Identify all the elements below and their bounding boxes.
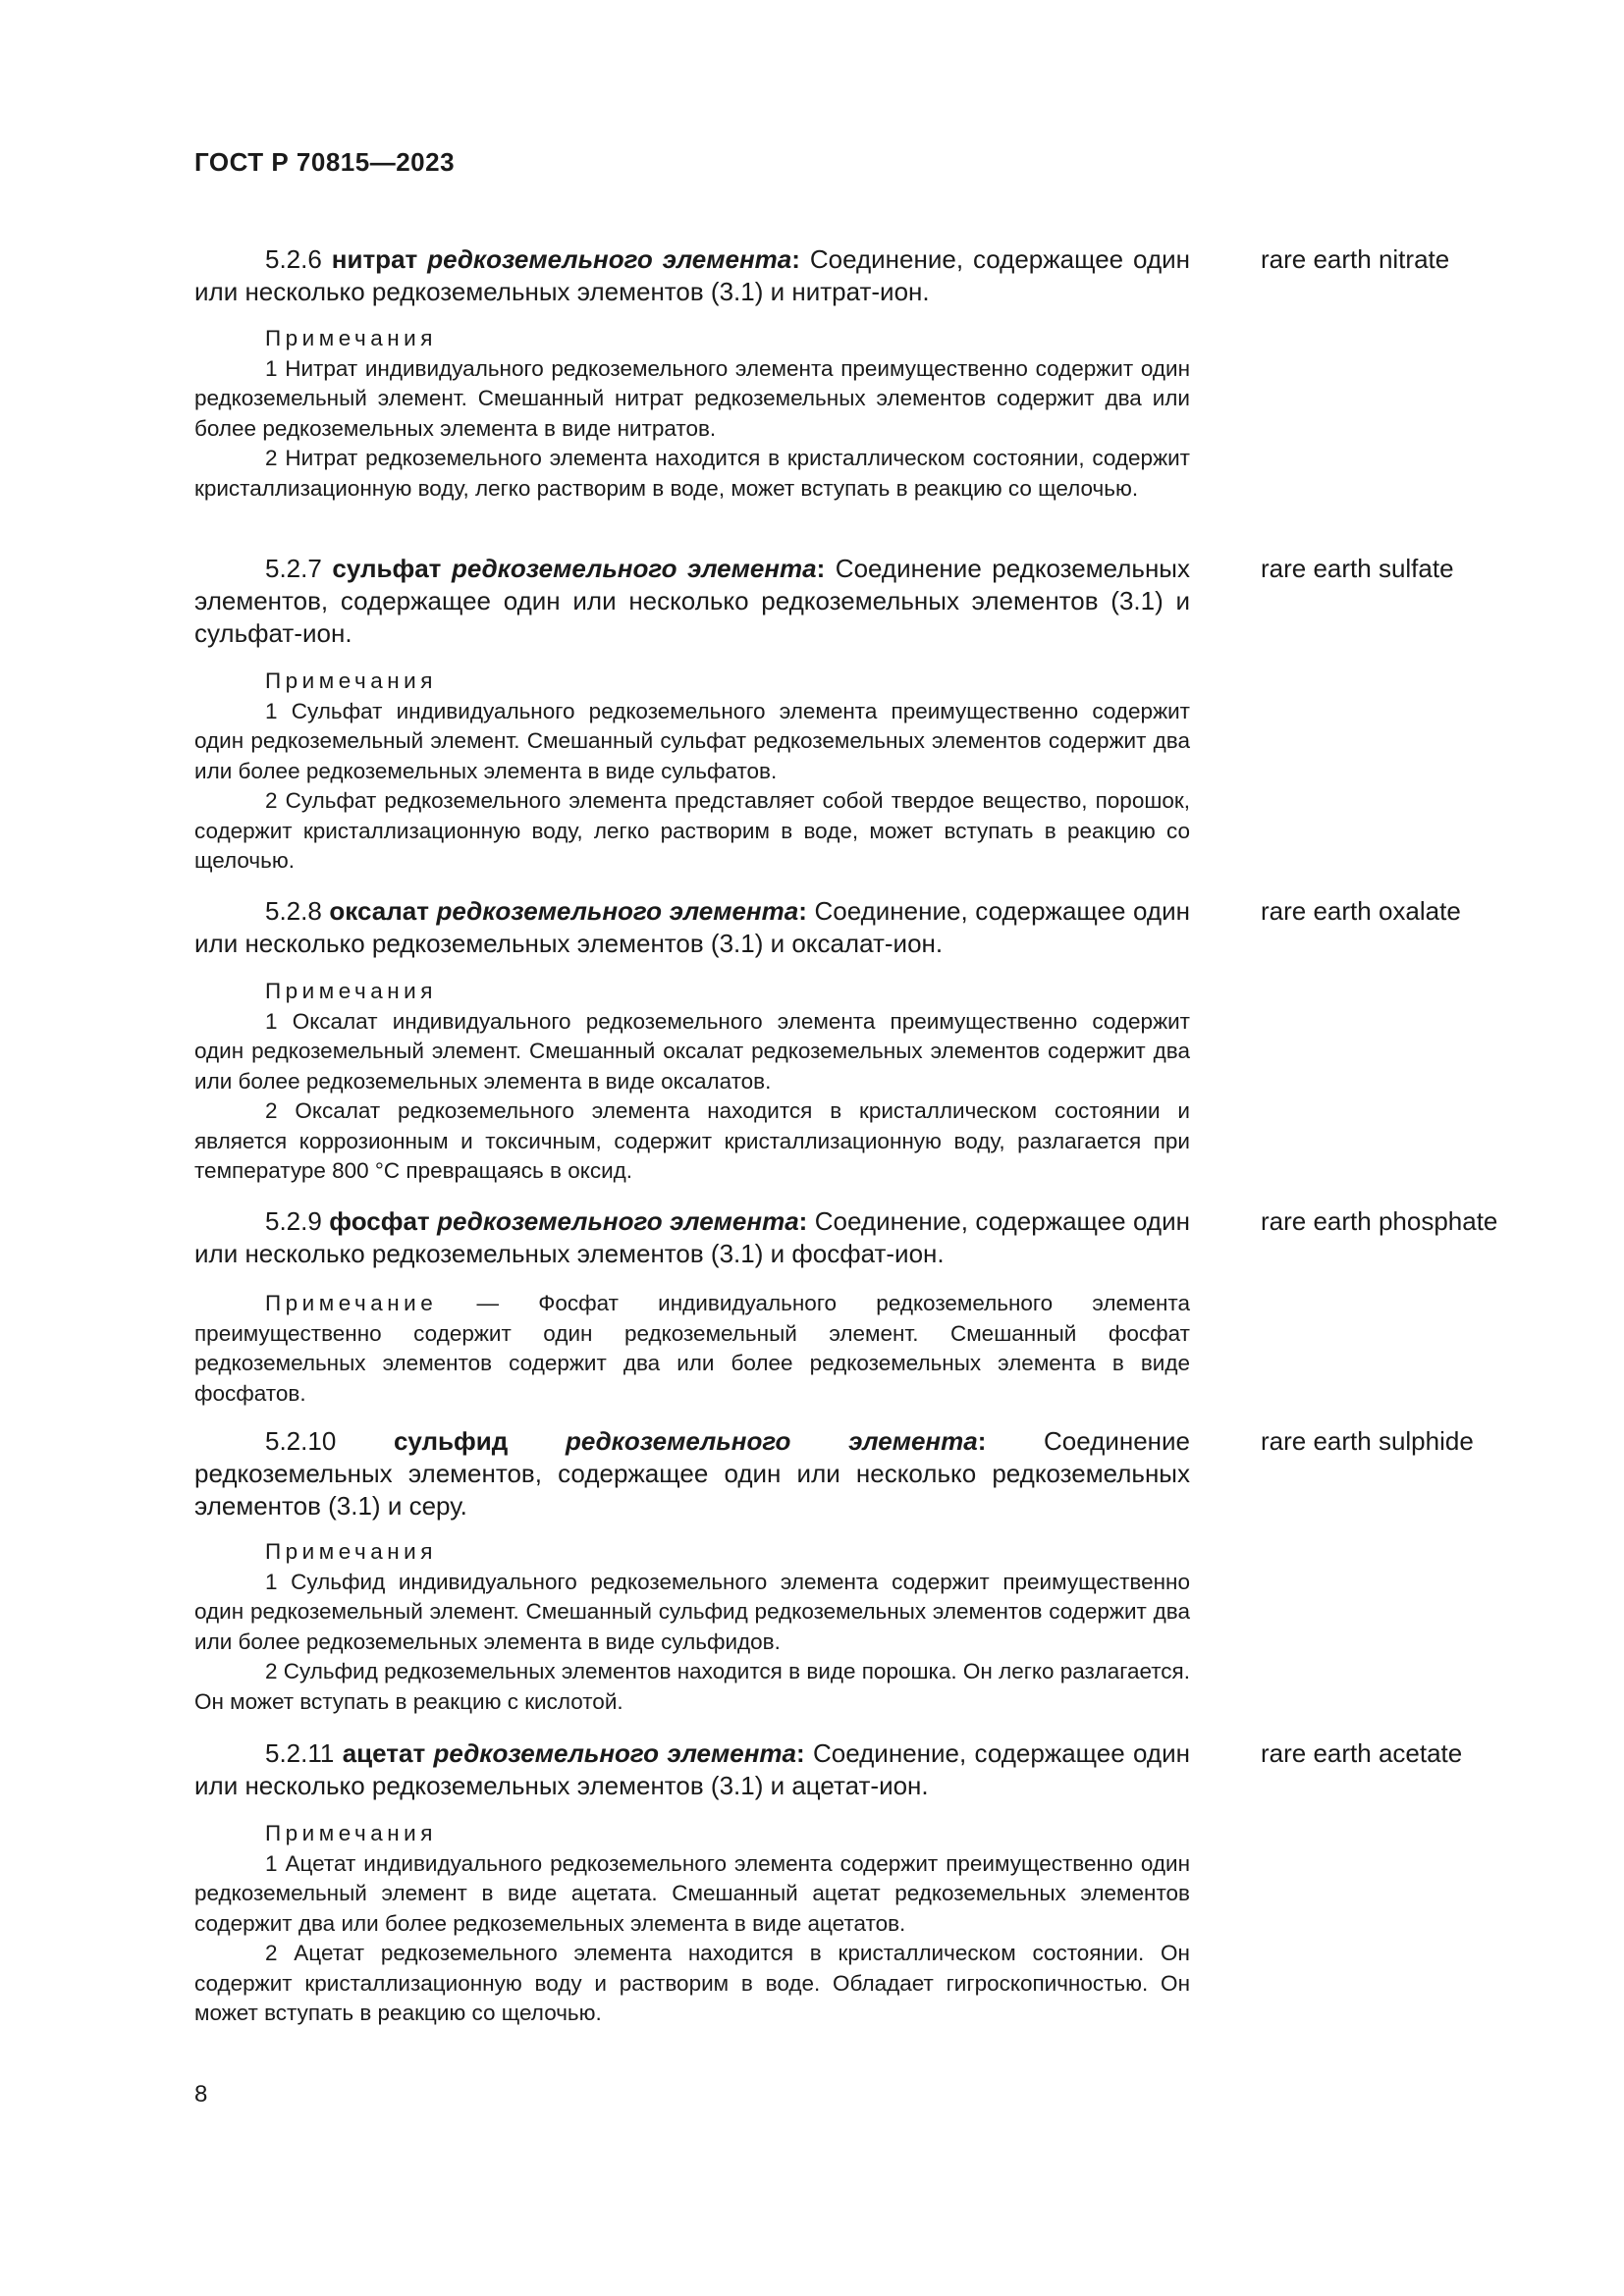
term-text: Соединение редкоземельных элементов, содержащее один или несколько редкоземельных элементов (3.1) и серу.	[194, 1426, 1190, 1521]
term-english-5-2-6: rare earth nitrate	[1261, 244, 1450, 274]
term-english-5-2-8: rare earth oxalate	[1261, 896, 1461, 926]
term-bold: оксалат	[329, 896, 429, 926]
term-text: Соединение, содержащее один или несколько редкоземельных элементов (3.1) и ацетат-ион.	[194, 1738, 1190, 1800]
term-number: 5.2.10	[265, 1426, 337, 1456]
term-colon: :	[791, 244, 800, 274]
note-2: 2 Сульфид редкоземельных элементов находится в виде порошка. Он легко разлагается. Он может вступать в реакцию с кислотой.	[194, 1659, 1190, 1714]
note-2: 2 Нитрат редкоземельного элемента находится в кристаллическом состоянии, содержит кристаллизационную воду, легко растворим в воде, может вступать в реакцию со щелочью.	[194, 446, 1190, 501]
note-label: Примечание	[265, 1291, 438, 1315]
note-1: 1 Нитрат индивидуального редкоземельного элемента преимущественно содержит один редкоземельный элемент. Смешанный нитрат редкоземельных элементов содержит два или более редкоземельных элемента в виде нитратов.	[194, 355, 1190, 441]
term-italic: редкоземельного элемента	[437, 1206, 799, 1236]
notes-heading: Примечания	[265, 668, 437, 693]
term-definition-5-2-10	[194, 1425, 1190, 1522]
note-1: 1 Ацетат индивидуального редкоземельного элемента содержит преимущественно один редкоземельный элемент в виде ацетата. Смешанный ацетат редкоземельных элементов содержит два или более редкоземельных элемента в виде ацетатов.	[194, 1850, 1190, 1936]
term-bold: фосфат	[329, 1206, 430, 1236]
notes-heading: Примечания	[265, 979, 437, 1003]
term-bold: сульфат	[332, 554, 442, 583]
term-number: 5.2.9	[265, 1206, 322, 1236]
note-text: — Фосфат индивидуального редкоземельного элемента преимущественно содержит один редкоземельный элемент. Смешанный фосфат редкоземельных элементов содержит два или более редкоземельных элемента в виде фосфатов.	[194, 1291, 1190, 1406]
notes-heading: Примечания	[265, 1539, 437, 1564]
term-italic: редкоземельного элемента	[451, 554, 817, 583]
term-colon: :	[977, 1426, 987, 1456]
term-italic: редкоземельного элемента	[433, 1738, 796, 1768]
term-definition-5-2-7	[194, 553, 1190, 650]
note-2: 2 Сульфат редкоземельного элемента представляет собой твердое вещество, порошок, содержит кристаллизационную воду, легко растворим в воде, может вступать в реакцию со щелочью.	[194, 788, 1190, 873]
term-italic: редкоземельного элемента	[565, 1426, 978, 1456]
notes-5-2-10	[194, 1537, 1190, 1717]
note-1: 1 Сульфат индивидуального редкоземельного элемента преимущественно содержит один редкоземельный элемент. Смешанный сульфат редкоземельных элементов содержит два или более редкоземельных элемента в виде сульфатов.	[194, 698, 1190, 783]
single-note	[194, 1289, 1190, 1409]
notes-5-2-8	[194, 977, 1190, 1187]
notes-heading: Примечания	[265, 1821, 437, 1845]
term-number: 5.2.11	[265, 1738, 335, 1768]
term-italic: редкоземельного элемента	[436, 896, 799, 926]
term-definition-5-2-8	[194, 895, 1190, 960]
notes-5-2-7	[194, 667, 1190, 877]
term-number: 5.2.7	[265, 554, 322, 583]
term-number: 5.2.8	[265, 896, 322, 926]
term-text: Соединение, содержащее один или несколько редкоземельных элементов (3.1) и фосфат-ион.	[194, 1206, 1190, 1268]
term-english-5-2-7: rare earth sulfate	[1261, 554, 1454, 583]
note-1: 1 Сульфид индивидуального редкоземельного элемента содержит преимущественно один редкоземельный элемент. Смешанный сульфид редкоземельных элементов содержит два или более редкоземельных элемента в виде сульфидов.	[194, 1569, 1190, 1654]
notes-heading: Примечания	[265, 326, 437, 350]
notes-5-2-6	[194, 324, 1190, 504]
term-number: 5.2.6	[265, 244, 322, 274]
note-1: 1 Оксалат индивидуального редкоземельного элемента преимущественно содержит один редкоземельный элемент. Смешанный оксалат редкоземельных элементов содержит два или более редкоземельных элемента в виде оксалатов.	[194, 1008, 1190, 1094]
term-english-5-2-11: rare earth acetate	[1261, 1738, 1463, 1768]
term-colon: :	[798, 896, 807, 926]
term-definition-5-2-9	[194, 1205, 1190, 1270]
term-colon: :	[816, 554, 826, 583]
term-colon: :	[796, 1738, 805, 1768]
term-colon: :	[798, 1206, 808, 1236]
notes-5-2-11	[194, 1819, 1190, 2029]
term-english-5-2-9: rare earth phosphate	[1261, 1206, 1498, 1236]
term-definition-5-2-11	[194, 1737, 1190, 1802]
note-2: 2 Оксалат редкоземельного элемента находится в кристаллическом состоянии и является коррозионным и токсичным, содержит кристаллизационную воду, разлагается при температуре 800 °С превращаясь в оксид.	[194, 1098, 1190, 1183]
term-definition-5-2-6	[194, 243, 1190, 308]
term-english-5-2-10: rare earth sulphide	[1261, 1426, 1474, 1456]
term-text: Соединение, содержащее один или несколько редкоземельных элементов (3.1) и оксалат-ион.	[194, 896, 1190, 958]
document-header: ГОСТ Р 70815—2023	[194, 147, 456, 177]
notes-5-2-9	[194, 1289, 1190, 1409]
term-bold: нитрат	[331, 244, 418, 274]
term-italic: редкоземельного элемента	[427, 244, 792, 274]
term-text: Соединение редкоземельных элементов, содержащее один или несколько редкоземельных элементов (3.1) и сульфат-ион.	[194, 554, 1190, 648]
note-2: 2 Ацетат редкоземельного элемента находится в кристаллическом состоянии. Он содержит кристаллизационную воду и растворим в воде. Обладает гигроскопичностью. Он может вступать в реакцию со щелочью.	[194, 1941, 1190, 2025]
page-number: 8	[194, 2081, 208, 2108]
term-bold: сульфид	[393, 1426, 509, 1456]
term-text: Соединение, содержащее один или несколько редкоземельных элементов (3.1) и нитрат-ион.	[194, 244, 1190, 306]
term-bold: ацетат	[342, 1738, 426, 1768]
